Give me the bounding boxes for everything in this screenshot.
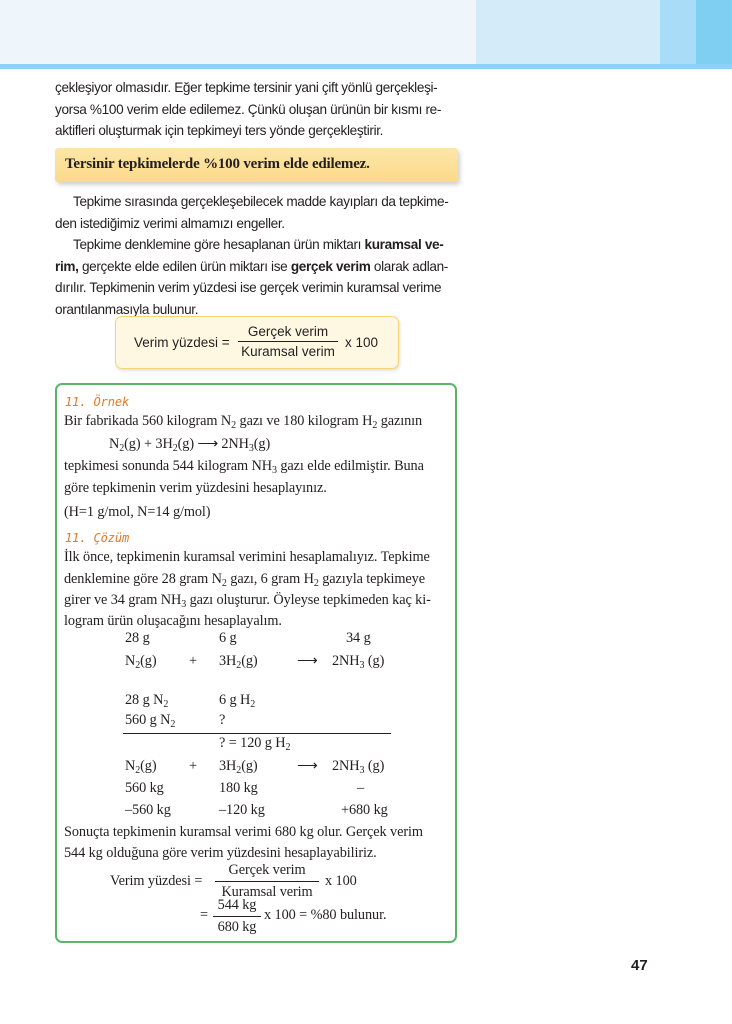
table-cell bbox=[219, 653, 258, 670]
text-line: Tepkime sırasında gerçekleşebilecek madde kayıpları da tepkime- bbox=[73, 194, 449, 209]
highlight-note: Tersinir tepkimelerde %100 verim elde edilemez. bbox=[55, 148, 458, 182]
subscript: 2 bbox=[236, 765, 242, 776]
text-line: İlk önce, tepkimenin kuramsal verimini hesaplamalıyız. Tepkime bbox=[64, 549, 430, 565]
text: 6 g bbox=[219, 630, 237, 646]
text-line: 544 kg olduğuna göre verim yüzdesini hesaplayabiliriz. bbox=[64, 845, 377, 861]
text: Gerçek verim bbox=[215, 862, 319, 882]
subscript: 2 bbox=[135, 660, 141, 671]
subscript: 3 bbox=[359, 765, 365, 776]
molar-masses: (H=1 g/mol, N=14 g/mol) bbox=[64, 504, 211, 520]
multiplier: x 100 bbox=[345, 335, 379, 350]
reaction-equation bbox=[109, 436, 270, 453]
subscript: 2 bbox=[170, 719, 176, 730]
text: 544 kg bbox=[213, 897, 261, 917]
header-band bbox=[476, 0, 660, 64]
bold-term: kuramsal ve- bbox=[364, 237, 444, 252]
text: (g) bbox=[140, 653, 157, 669]
text: gerçekte elde edilen ürün miktarı ise bbox=[78, 258, 291, 274]
text: (g) bbox=[140, 758, 157, 774]
text-line: göre tepkimenin verim yüzdesini hesaplayınız. bbox=[64, 480, 327, 496]
text: x 100 bbox=[325, 873, 357, 889]
solution-title: 11. Çözüm bbox=[65, 531, 130, 545]
subscript: 2 bbox=[236, 660, 242, 671]
text-line: aktifleri oluşturmak için tepkimeyi ters yönde gerçekleştirir. bbox=[55, 123, 384, 138]
text: Kuramsal verim bbox=[221, 884, 313, 900]
text-line bbox=[64, 413, 422, 430]
text: (g) + 3H bbox=[124, 436, 173, 452]
text: 28 g bbox=[125, 630, 150, 646]
subscript: 2 bbox=[119, 443, 125, 454]
text: = bbox=[200, 907, 208, 923]
text: 3H bbox=[219, 758, 237, 774]
fraction bbox=[213, 897, 261, 936]
text: (g) ⟶ 2NH bbox=[177, 436, 249, 452]
text: gazı, 6 gram H bbox=[226, 571, 314, 587]
text: 560 g N bbox=[125, 712, 171, 728]
denominator: Kuramsal verim bbox=[241, 344, 335, 359]
table-cell bbox=[125, 758, 157, 775]
text: 560 kg bbox=[125, 780, 164, 796]
subscript: 2 bbox=[221, 578, 227, 589]
text: + bbox=[189, 653, 197, 669]
text: Bir fabrikada 560 kilogram N bbox=[64, 413, 232, 429]
table-cell bbox=[125, 692, 168, 709]
text: gazının bbox=[377, 413, 423, 429]
subscript: 2 bbox=[231, 420, 237, 431]
text: 3H bbox=[219, 653, 237, 669]
table-cell bbox=[125, 653, 157, 670]
text: Verim yüzdesi = bbox=[110, 873, 203, 889]
text: tepkimesi sonunda 544 kilogram NH bbox=[64, 458, 272, 474]
text: (g) bbox=[364, 653, 385, 669]
intro-paragraph bbox=[55, 77, 465, 142]
text: – bbox=[357, 780, 365, 796]
subscript: 2 bbox=[135, 765, 141, 776]
subscript: 2 bbox=[372, 420, 378, 431]
text: girer ve 34 gram NH bbox=[64, 592, 182, 608]
text-line: dırılır. Tepkimenin verim yüzdesi ise gerçek verimin kuramsal verime bbox=[55, 280, 442, 295]
page-number: 47 bbox=[631, 957, 648, 974]
text: 180 kg bbox=[219, 780, 258, 796]
text: N bbox=[109, 436, 120, 452]
text: ? = 120 g H bbox=[219, 735, 286, 751]
text: 34 g bbox=[346, 630, 371, 646]
numerator: Gerçek verim bbox=[238, 324, 338, 342]
bold-term: gerçek verim bbox=[290, 258, 371, 274]
text: 2NH bbox=[332, 758, 360, 774]
text: denklemine göre 28 gram N bbox=[64, 571, 222, 587]
text: N bbox=[125, 653, 136, 669]
text: ⟶ bbox=[297, 758, 318, 774]
subscript: 2 bbox=[285, 742, 291, 753]
text: (g) bbox=[253, 436, 271, 452]
text-line: çekleşiyor olmasıdır. Eğer tepkime tersinir yani çift yönlü gerçekleşi- bbox=[55, 80, 438, 95]
table-cell bbox=[332, 653, 384, 670]
subscript: 3 bbox=[248, 443, 254, 454]
formula-label: Verim yüzdesi = bbox=[134, 335, 230, 350]
divider-line bbox=[123, 733, 391, 734]
text-line bbox=[64, 571, 425, 588]
text: 28 g N bbox=[125, 692, 164, 708]
bold-term: rim, bbox=[55, 258, 79, 274]
subscript: 2 bbox=[250, 699, 256, 710]
example-box bbox=[55, 383, 457, 943]
subscript: 2 bbox=[313, 578, 319, 589]
text: (g) bbox=[364, 758, 385, 774]
header-band bbox=[660, 0, 696, 64]
text: ? bbox=[219, 712, 226, 728]
table-cell bbox=[219, 735, 290, 752]
text: 2NH bbox=[332, 653, 360, 669]
text-line: Sonuçta tepkimenin kuramsal verimi 680 kg olur. Gerçek verim bbox=[64, 824, 423, 840]
text: x 100 = %80 bulunur. bbox=[264, 907, 387, 923]
text: 6 g H bbox=[219, 692, 251, 708]
table-cell bbox=[332, 758, 384, 775]
text-line bbox=[55, 234, 465, 256]
text: (g) bbox=[241, 758, 258, 774]
fraction bbox=[215, 862, 319, 901]
text: (g) bbox=[241, 653, 258, 669]
text-line: den istediğimiz verimi almamızı engeller. bbox=[55, 215, 285, 231]
header-divider bbox=[0, 64, 732, 69]
example-title: 11. Örnek bbox=[65, 395, 130, 409]
text-line bbox=[55, 256, 465, 278]
text: ⟶ bbox=[297, 653, 318, 669]
text: N bbox=[125, 758, 136, 774]
formula-fraction bbox=[238, 324, 338, 359]
subscript: 3 bbox=[271, 465, 277, 476]
text: gazı oluşturur. Öyleyse tepkimeden kaç ki- bbox=[186, 592, 431, 608]
text-line: logram ürün oluşacağını hesaplayalım. bbox=[64, 613, 282, 629]
text: gazıyla tepkimeye bbox=[318, 571, 425, 587]
text-line: yorsa %100 verim elde edilemez. Çünkü oluşan ürünün bir kısmı re- bbox=[55, 101, 442, 117]
subscript: 3 bbox=[181, 599, 187, 610]
text: –560 kg bbox=[125, 802, 171, 818]
table-cell bbox=[219, 692, 255, 709]
text: Tepkime denklemine göre hesaplanan ürün miktarı bbox=[73, 237, 365, 252]
text: olarak adlan- bbox=[370, 258, 448, 274]
text: gazı ve 180 kilogram H bbox=[236, 413, 373, 429]
text-line bbox=[64, 592, 431, 609]
text: + bbox=[189, 758, 197, 774]
text: +680 kg bbox=[341, 802, 388, 818]
text: gazı elde edilmiştir. Buna bbox=[276, 458, 424, 474]
subscript: 2 bbox=[163, 699, 169, 710]
table-cell bbox=[125, 712, 175, 729]
text-line bbox=[64, 458, 424, 475]
subscript: 3 bbox=[359, 660, 365, 671]
table-cell bbox=[219, 758, 258, 775]
header-band bbox=[696, 0, 732, 64]
text: 680 kg bbox=[217, 919, 257, 935]
text-line: orantılanmasıyla bulunur. bbox=[55, 301, 199, 317]
body-paragraphs bbox=[55, 191, 465, 320]
text: –120 kg bbox=[219, 802, 265, 818]
page-header bbox=[0, 0, 732, 64]
subscript: 2 bbox=[172, 443, 178, 454]
yield-formula-box bbox=[115, 316, 399, 369]
